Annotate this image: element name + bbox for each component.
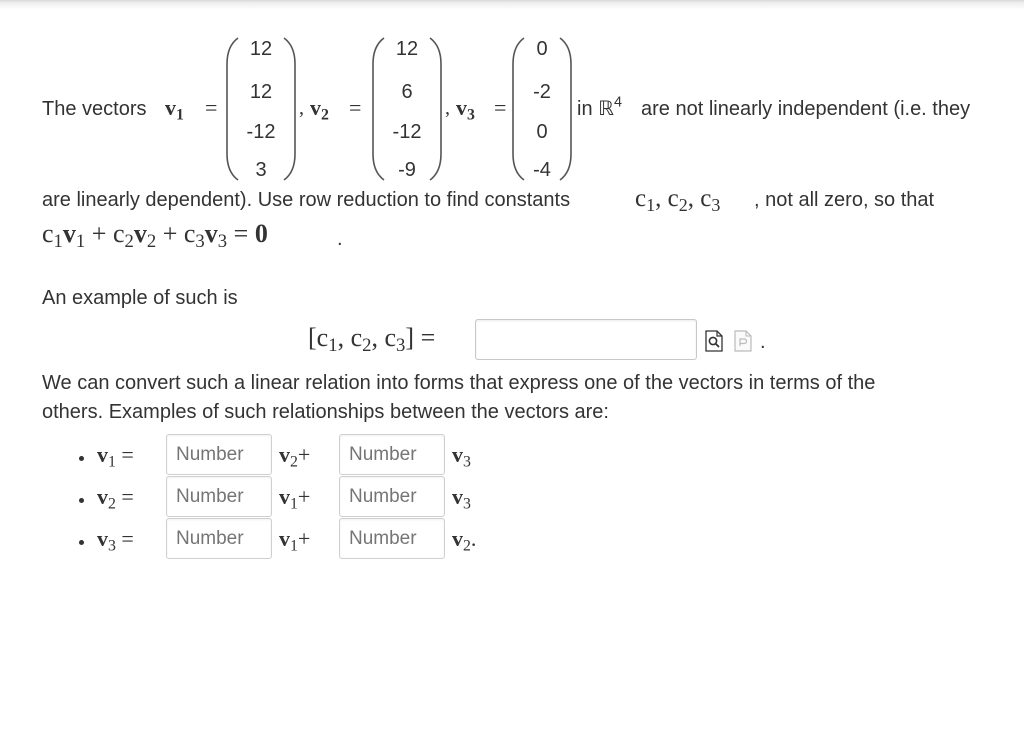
coefficient-input[interactable] — [166, 434, 272, 475]
matrix-entry: -9 — [398, 159, 416, 181]
list-bullet — [79, 540, 84, 545]
v3-symbol: $v_3$ — [456, 95, 475, 124]
vector-space-label: in ℝ$^4$ — [577, 94, 622, 120]
matrix-entry: -12 — [246, 121, 276, 143]
example-heading: An example of such is — [42, 287, 238, 309]
linear-combination-equation: $c_1v_1 + c_2v_2 + c_3v_3 = 0$ — [42, 219, 268, 253]
constants-vector-label: [$c_1$, $c_2$, $c_3$] = — [308, 323, 436, 357]
constants-answer-input[interactable] — [475, 319, 697, 360]
matrix-entry: -12 — [392, 121, 422, 143]
coefficient-input[interactable] — [339, 518, 445, 559]
list-bullet — [79, 456, 84, 461]
relation-term: $v_2+$ — [279, 442, 311, 471]
relation-lhs: $v_2$ = — [97, 484, 134, 513]
convert-text-line1: We can convert such a linear relation into forms that express one of the vectors in terms of the — [42, 372, 876, 394]
vector-v2-matrix — [372, 34, 442, 184]
comma: , — [299, 97, 304, 119]
constants-list: $c_1$, $c_2$, $c_3$ — [635, 185, 721, 216]
matrix-entry: -4 — [533, 159, 551, 181]
matrix-entry: 6 — [401, 81, 413, 103]
relation-term: $v_1+$ — [279, 484, 311, 513]
matrix-entry: 3 — [255, 159, 267, 181]
matrix-entry: 12 — [395, 38, 419, 60]
relation-term: $v_2$. — [452, 526, 477, 555]
relation-lhs: $v_3$ = — [97, 526, 134, 555]
period: . — [760, 331, 766, 353]
coefficient-input[interactable] — [339, 434, 445, 475]
equals-sign: = — [205, 95, 218, 120]
equals-sign: = — [494, 95, 507, 120]
matrix-entry: 0 — [536, 121, 548, 143]
magnifier-document-icon[interactable] — [704, 330, 724, 358]
coefficient-input[interactable] — [339, 476, 445, 517]
not-all-zero-text: , not all zero, so that — [754, 189, 935, 211]
relation-term: $v_3$ — [452, 442, 471, 471]
v2-symbol: $v_2$ — [310, 95, 329, 124]
matrix-entry: 0 — [536, 38, 548, 60]
matrix-entry: 12 — [249, 81, 273, 103]
intro-text-end: are not linearly independent (i.e. they — [641, 98, 971, 120]
equals-sign: = — [349, 95, 362, 120]
matrix-entry: 12 — [249, 38, 273, 60]
matrix-entry: -2 — [533, 81, 551, 103]
list-bullet — [79, 498, 84, 503]
relation-term: $v_1+$ — [279, 526, 311, 555]
vector-v1-matrix — [226, 34, 296, 184]
convert-text-line2: others. Examples of such relationships between the vectors are: — [42, 401, 609, 423]
dependence-text: are linearly dependent). Use row reduction to find constants — [42, 189, 571, 211]
top-shadow — [0, 0, 1024, 10]
coefficient-input[interactable] — [166, 518, 272, 559]
intro-text-start: The vectors — [42, 98, 147, 120]
v1-symbol: $v_1$ — [165, 95, 184, 124]
period: . — [337, 228, 343, 250]
comma: , — [445, 97, 450, 119]
relation-lhs: $v_1$ = — [97, 442, 134, 471]
vector-v3-matrix — [512, 34, 572, 184]
relation-term: $v_3$ — [452, 484, 471, 513]
document-icon[interactable] — [733, 330, 753, 358]
coefficient-input[interactable] — [166, 476, 272, 517]
